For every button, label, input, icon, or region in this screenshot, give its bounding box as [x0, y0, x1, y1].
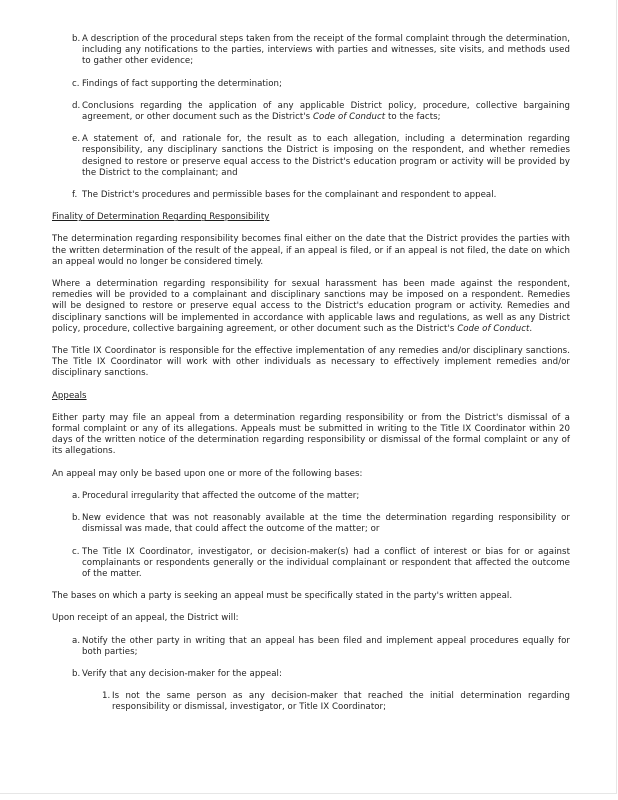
list-item-text	[82, 101, 570, 122]
list-item-text: Findings of fact supporting the determination;	[82, 78, 282, 89]
list-marker: c.	[72, 546, 80, 557]
document-content	[52, 34, 570, 725]
list-marker: f.	[72, 190, 78, 201]
finality-paragraph: The determination regarding responsibility becomes final either on the date that the District provides the parties with the written determination of the result of the appeal, if an appeal is filed, or if an appeal is not filed, the date on which an appeal would no longer be considered timely.	[52, 234, 570, 267]
determination-contents-list	[52, 34, 570, 201]
list-item	[72, 100, 570, 123]
list-item-text: Notify the other party in writing that an appeal has been filed and implement appeal procedures equally for both parties;	[82, 635, 570, 657]
bases-intro: An appeal may only be based upon one or more of the following bases:	[52, 468, 363, 479]
list-marker: a.	[72, 490, 81, 501]
list-marker: b.	[72, 513, 81, 524]
list-item-text: Procedural irregularity that affected the outcome of the matter;	[82, 490, 360, 501]
bases-statement: The bases on which a party is seeking an appeal must be specifically stated in the party's written appeal.	[52, 591, 513, 602]
text-segment: .	[529, 323, 533, 334]
finality-heading: Finality of Determination Regarding Responsibility	[52, 212, 270, 223]
list-item	[72, 78, 570, 90]
receipt-steps-list	[52, 636, 570, 714]
decision-maker-requirements-list	[82, 691, 570, 713]
code-of-conduct-title: Code of Conduct	[457, 323, 530, 334]
text-segment: Conclusions regarding the application of any applicable District policy, procedure, collective bargaining agreement, or other document such as the District's	[82, 100, 570, 123]
list-item	[72, 34, 570, 68]
list-item	[72, 546, 570, 581]
remedies-paragraph	[52, 279, 570, 335]
text-segment: Where a determination regarding responsibility for sexual harassment has been made against the respondent, remedies will be provided to a complainant and disciplinary sanctions may be imposed on a respondent. Remedies will be designed to restore or preserve equal access to the District's education program or activity. Remedies and disciplinary sanctions will be implemented in accordance with applicable laws and regulations, as well as any District policy, procedure, collective bargaining agreement, or other document such as the District's	[52, 279, 570, 334]
list-marker: b.	[72, 34, 81, 44]
list-item	[72, 635, 570, 658]
list-item-text: Verify that any decision-maker for the appeal:	[82, 668, 282, 679]
list-item	[72, 668, 570, 714]
list-item	[72, 190, 570, 201]
code-of-conduct-title: Code of Conduct	[313, 112, 386, 123]
list-marker: a.	[72, 635, 81, 646]
list-item-text: A description of the procedural steps taken from the receipt of the formal complaint through the determination, including any notifications to the parties, interviews with parties and witnesses, site visits, and methods used to gather other evidence;	[82, 34, 570, 67]
list-item-text: Is not the same person as any decision-maker that reached the initial determination regarding responsibility or dismissal, investigator, or Title IX Coordinator;	[112, 691, 570, 713]
list-marker: b.	[72, 668, 81, 679]
list-item	[72, 513, 570, 535]
list-marker: d.	[72, 100, 81, 111]
list-item-text: The District's procedures and permissible bases for the complainant and respondent to appeal.	[82, 190, 497, 201]
appeal-bases-list	[52, 491, 570, 580]
coordinator-paragraph: The Title IX Coordinator is responsible for the effective implementation of any remedies and/or disciplinary sanctions. The Title IX Coordinator will work with other individuals as necessary to effectively implement remedies and/or disciplinary sanctions.	[52, 346, 570, 379]
list-item-text: The Title IX Coordinator, investigator, or decision-maker(s) had a conflict of interest or bias for or against complainants or respondents generally or the individual complainant or respondent that affected the outcome of the matter.	[82, 546, 570, 579]
receipt-intro: Upon receipt of an appeal, the District will:	[52, 613, 239, 624]
list-item	[102, 691, 570, 713]
appeals-heading: Appeals	[52, 390, 87, 401]
text-segment: to the facts;	[385, 112, 441, 123]
appeals-paragraph: Either party may file an appeal from a determination regarding responsibility or from the District's dismissal of a formal complaint or any of its allegations. Appeals must be submitted in writing to the Title IX Coordinator within 20 days of the written notice of the determination regarding responsibility or dismissal of the formal complaint or any of its allegations.	[52, 412, 570, 457]
list-marker: 1.	[102, 691, 111, 702]
list-item-text: New evidence that was not reasonably available at the time the determination regarding responsibility or dismissal was made, that could affect the outcome of the matter; or	[82, 513, 570, 535]
list-marker: c.	[72, 78, 80, 89]
list-item	[72, 490, 570, 502]
list-item	[72, 134, 570, 179]
list-marker: e.	[72, 134, 81, 145]
list-item-text: A statement of, and rationale for, the result as to each allegation, including a determination regarding responsibility, any disciplinary sanctions the District is imposing on the respondent, and whether remedies designed to restore or preserve equal access to the District's education program or activity will be provided by the District to the complainant; and	[82, 134, 570, 178]
